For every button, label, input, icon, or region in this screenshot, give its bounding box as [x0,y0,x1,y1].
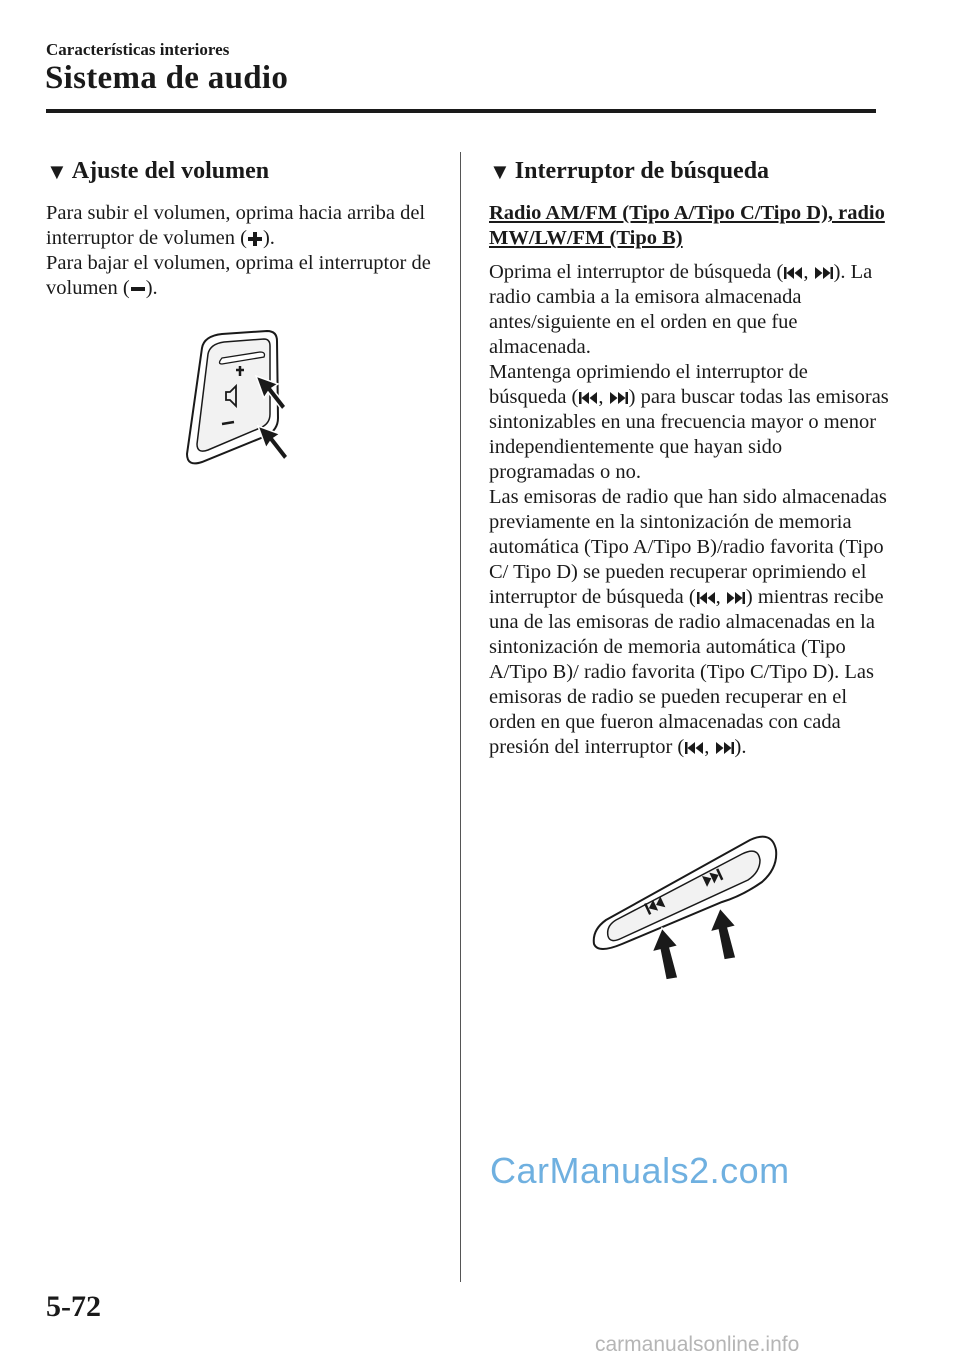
volume-up-text-end: ). [262,227,275,249]
minus-icon [130,281,146,297]
seek-forward-icon [715,740,735,756]
volume-instructions [46,201,446,301]
volume-down-paragraph [46,251,446,301]
seek-text-3: ). La radio cambia a la emisora almacenada antes/siguiente en el orden en que fue almacenada. [489,261,873,358]
chapter-label: Características interiores [46,40,230,59]
seek-paragraph-2 [489,360,889,485]
triangle-down-icon: ▼ [489,158,511,184]
seek-text-4: Mantenga oprimiendo el interruptor de búsqueda ( [489,361,808,408]
volume-switch-illustration [182,326,322,471]
seek-text-2: , [803,261,814,283]
seek-back-icon [684,740,704,756]
seek-back-icon [578,390,598,406]
seek-paragraph-1 [489,260,889,360]
seek-text-1: Oprima el interruptor de búsqueda ( [489,261,784,283]
volume-down-text: Para bajar el volumen, oprima el interruptor de volumen ( [46,252,431,299]
seek-text-9: ) mientras recibe una de las emisoras de radio almacenadas en la sintonización de memoria automática (Tipo A/Tipo B)/ radio favorita (Tipo C/Tipo D). Las emisoras de radio se pueden recuperar en el orden en que fueron almacenadas con cada presión del interruptor ( [489,586,884,758]
seek-text-5: , [598,386,609,408]
seek-heading-text: Interruptor de búsqueda [514,158,770,184]
seek-text-10: , [704,736,715,758]
volume-down-text-end: ). [145,277,158,299]
volume-section-heading [46,158,269,185]
seek-text-7: Las emisoras de radio que han sido almacenadas previamente en la sintonización de memoria automática (Tipo A/Tipo B)/radio favorita (Tipo C/ Tipo D) se pueden recuperar oprimiendo el interruptor de búsqueda ( [489,486,887,608]
seek-text-11: ). [734,736,747,758]
page-title: Sistema de audio [45,60,289,96]
seek-text-8: , [715,586,726,608]
column-divider [460,152,461,1282]
seek-forward-icon [814,265,834,281]
title-rule [46,109,876,113]
seek-forward-icon [726,590,746,606]
volume-up-text: Para subir el volumen, oprima hacia arriba del interruptor de volumen ( [46,202,426,249]
plus-icon [247,231,263,247]
seek-instructions [489,260,889,760]
footer-site-label: carmanualsonline.info [595,1333,800,1356]
seek-back-icon [696,590,716,606]
seek-paragraph-3 [489,485,889,760]
volume-heading-text: Ajuste del volumen [71,158,270,184]
seek-section-heading [489,158,769,185]
seek-text-6: ) para buscar todas las emisoras sintonizables en una frecuencia mayor o menor independientemente que hayan sido programadas o no. [489,386,889,483]
seek-switch-illustration [582,832,782,982]
seek-forward-icon [609,390,629,406]
volume-up-paragraph [46,201,446,251]
triangle-down-icon: ▼ [46,158,68,184]
watermark: CarManuals2.com [490,1150,790,1191]
page-number: 5-72 [46,1290,101,1323]
radio-type-subheading: Radio AM/FM (Tipo A/Tipo C/Tipo D), radio MW/LW/FM (Tipo B) [489,202,885,249]
seek-back-icon [783,265,803,281]
